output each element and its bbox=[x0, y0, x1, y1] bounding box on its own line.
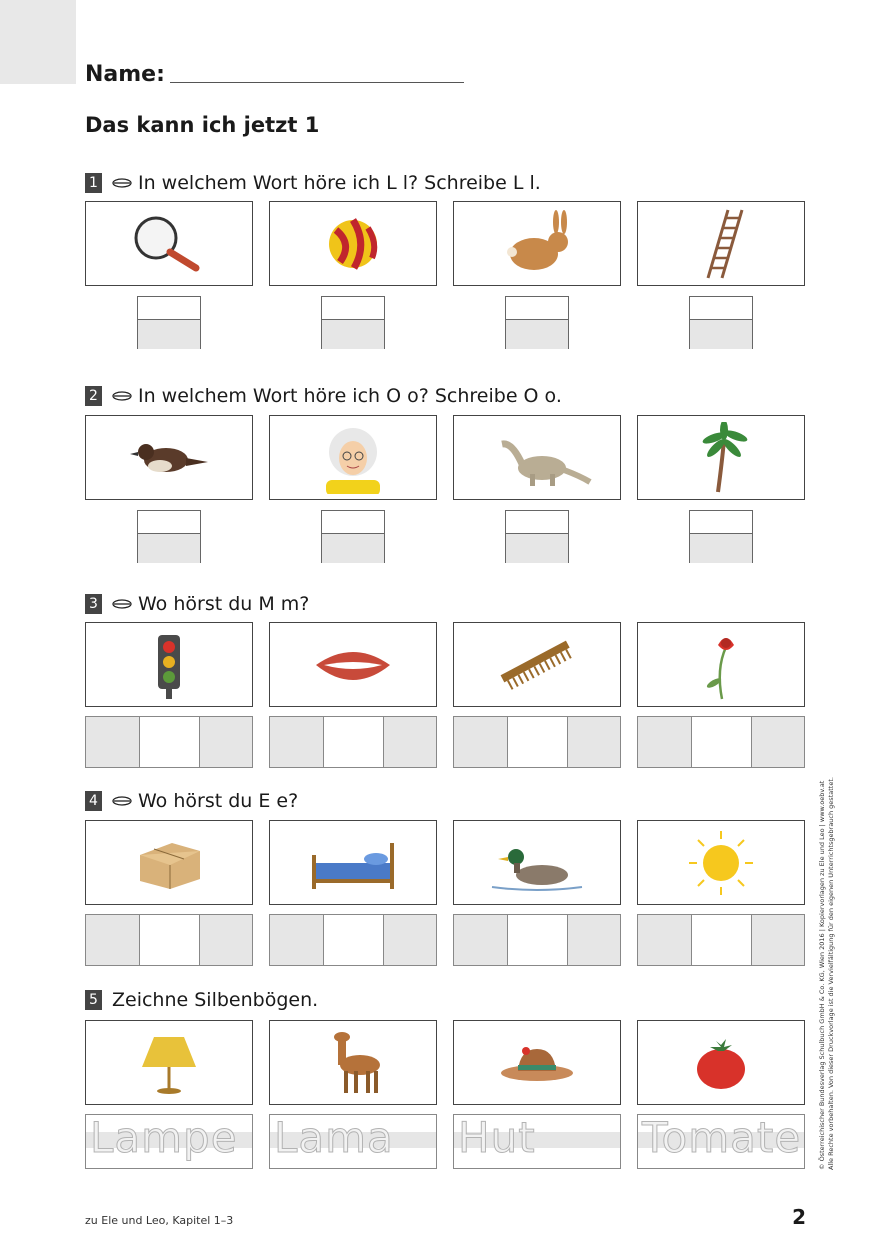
listen-icon bbox=[112, 178, 132, 188]
position-box[interactable] bbox=[638, 915, 692, 965]
listen-icon bbox=[112, 391, 132, 401]
hat-icon bbox=[482, 1027, 592, 1099]
picture-card bbox=[85, 201, 253, 286]
position-box[interactable] bbox=[692, 915, 753, 965]
picture-card bbox=[85, 622, 253, 707]
comb-icon bbox=[482, 629, 592, 701]
position-box[interactable] bbox=[140, 915, 201, 965]
sound-position-boxes bbox=[453, 716, 621, 768]
picture-card bbox=[637, 622, 805, 707]
position-box[interactable] bbox=[454, 915, 508, 965]
task-5-pictures bbox=[85, 1020, 805, 1105]
picture-card bbox=[85, 820, 253, 905]
writing-lines[interactable] bbox=[505, 296, 569, 349]
position-box[interactable] bbox=[752, 915, 804, 965]
writing-lines[interactable] bbox=[137, 296, 201, 349]
task-1-answers bbox=[85, 296, 805, 349]
picture-card bbox=[453, 820, 621, 905]
sound-position-boxes bbox=[269, 914, 437, 966]
trace-word: Tomate bbox=[642, 1114, 802, 1162]
writing-lines[interactable] bbox=[505, 510, 569, 563]
task-instruction: Wo hörst du M m? bbox=[138, 593, 310, 615]
duck-icon bbox=[482, 827, 592, 899]
position-box[interactable] bbox=[140, 717, 201, 767]
picture-card bbox=[453, 201, 621, 286]
ladder-icon bbox=[666, 208, 776, 280]
position-box[interactable] bbox=[86, 915, 140, 965]
picture-card bbox=[269, 1020, 437, 1105]
tomato-icon bbox=[666, 1027, 776, 1099]
trace-word: Hut bbox=[458, 1114, 536, 1162]
traffic-light-icon bbox=[114, 629, 224, 701]
task-4-pictures bbox=[85, 820, 805, 905]
bird-icon bbox=[114, 422, 224, 494]
position-box[interactable] bbox=[270, 915, 324, 965]
writing-lines[interactable] bbox=[321, 510, 385, 563]
bed-icon bbox=[298, 827, 408, 899]
task-instruction: Zeichne Silbenbögen. bbox=[112, 989, 319, 1011]
picture-card bbox=[637, 1020, 805, 1105]
picture-card bbox=[269, 820, 437, 905]
writing-lines[interactable] bbox=[137, 510, 201, 563]
task-5-heading bbox=[85, 988, 318, 1012]
task-2-pictures bbox=[85, 415, 805, 500]
position-box[interactable] bbox=[568, 717, 620, 767]
sound-position-boxes bbox=[85, 716, 253, 768]
picture-card bbox=[637, 201, 805, 286]
position-box[interactable] bbox=[200, 717, 252, 767]
copyright-notice bbox=[818, 750, 836, 1170]
magnifier-icon bbox=[114, 208, 224, 280]
position-box[interactable] bbox=[692, 717, 753, 767]
position-box[interactable] bbox=[384, 915, 436, 965]
ball-icon bbox=[298, 208, 408, 280]
task-number: 1 bbox=[85, 173, 102, 193]
picture-card bbox=[637, 415, 805, 500]
task-4-heading bbox=[85, 789, 298, 813]
picture-card bbox=[85, 415, 253, 500]
trace-word-field[interactable] bbox=[637, 1114, 805, 1169]
palm-tree-icon bbox=[666, 422, 776, 494]
trace-word-field[interactable] bbox=[85, 1114, 253, 1169]
sound-position-boxes bbox=[453, 914, 621, 966]
footer-text: zu Ele und Leo, Kapitel 1–3 bbox=[85, 1214, 234, 1227]
trace-word: Lampe bbox=[90, 1114, 238, 1162]
position-box[interactable] bbox=[508, 717, 569, 767]
position-box[interactable] bbox=[752, 717, 804, 767]
picture-card bbox=[453, 622, 621, 707]
picture-card bbox=[453, 1020, 621, 1105]
trace-word: Lama bbox=[274, 1114, 394, 1162]
corner-mark bbox=[0, 0, 76, 84]
position-box[interactable] bbox=[200, 915, 252, 965]
page-number: 2 bbox=[792, 1205, 806, 1229]
task-instruction: In welchem Wort höre ich O o? Schreibe O o. bbox=[138, 385, 562, 407]
page-title: Das kann ich jetzt 1 bbox=[85, 113, 320, 137]
sound-position-boxes bbox=[637, 716, 805, 768]
position-box[interactable] bbox=[270, 717, 324, 767]
position-box[interactable] bbox=[324, 915, 385, 965]
writing-lines[interactable] bbox=[689, 510, 753, 563]
sound-position-boxes bbox=[85, 914, 253, 966]
listen-icon bbox=[112, 796, 132, 806]
picture-card bbox=[269, 415, 437, 500]
llama-icon bbox=[298, 1027, 408, 1099]
task-1-heading bbox=[85, 171, 541, 195]
position-box[interactable] bbox=[384, 717, 436, 767]
flower-icon bbox=[666, 629, 776, 701]
trace-word-field[interactable] bbox=[269, 1114, 437, 1169]
picture-card bbox=[269, 622, 437, 707]
task-number: 5 bbox=[85, 990, 102, 1010]
task-5-answers bbox=[85, 1114, 805, 1169]
picture-card bbox=[453, 415, 621, 500]
picture-card bbox=[637, 820, 805, 905]
task-3-pictures bbox=[85, 622, 805, 707]
task-number: 2 bbox=[85, 386, 102, 406]
sun-icon bbox=[666, 827, 776, 899]
copyright-line: Alle Rechte vorbehalten. Von dieser Druckvorlage ist die Vervielfältigung für den eigenen Unterrichtsgebrauch gestattet. bbox=[827, 777, 835, 1170]
lamp-icon bbox=[114, 1027, 224, 1099]
task-4-answers bbox=[85, 914, 805, 966]
position-box[interactable] bbox=[454, 717, 508, 767]
task-2-answers bbox=[85, 510, 805, 563]
name-field[interactable] bbox=[170, 82, 464, 83]
task-number: 4 bbox=[85, 791, 102, 811]
name-label: Name: bbox=[85, 62, 165, 87]
writing-lines[interactable] bbox=[689, 296, 753, 349]
position-box[interactable] bbox=[508, 915, 569, 965]
trace-word-field[interactable] bbox=[453, 1114, 621, 1169]
task-2-heading bbox=[85, 384, 562, 408]
position-box[interactable] bbox=[324, 717, 385, 767]
parcel-icon bbox=[114, 827, 224, 899]
sound-position-boxes bbox=[269, 716, 437, 768]
dinosaur-icon bbox=[482, 422, 592, 494]
position-box[interactable] bbox=[86, 717, 140, 767]
position-box[interactable] bbox=[568, 915, 620, 965]
task-number: 3 bbox=[85, 594, 102, 614]
position-box[interactable] bbox=[638, 717, 692, 767]
rabbit-icon bbox=[482, 208, 592, 280]
copyright-line: © Österreichischer Bundesverlag Schulbuch GmbH & Co. KG, Wien 2016 | Kopiervorlagen zu Ele und Leo | www.oebv.at bbox=[818, 780, 826, 1170]
task-1-pictures bbox=[85, 201, 805, 286]
task-3-answers bbox=[85, 716, 805, 768]
sound-position-boxes bbox=[637, 914, 805, 966]
task-instruction: Wo hörst du E e? bbox=[138, 790, 299, 812]
writing-lines[interactable] bbox=[321, 296, 385, 349]
grandmother-icon bbox=[298, 422, 408, 494]
listen-icon bbox=[112, 599, 132, 609]
mouth-icon bbox=[298, 629, 408, 701]
task-3-heading bbox=[85, 592, 309, 616]
picture-card bbox=[85, 1020, 253, 1105]
picture-card bbox=[269, 201, 437, 286]
task-instruction: In welchem Wort höre ich L l? Schreibe L l. bbox=[138, 172, 541, 194]
